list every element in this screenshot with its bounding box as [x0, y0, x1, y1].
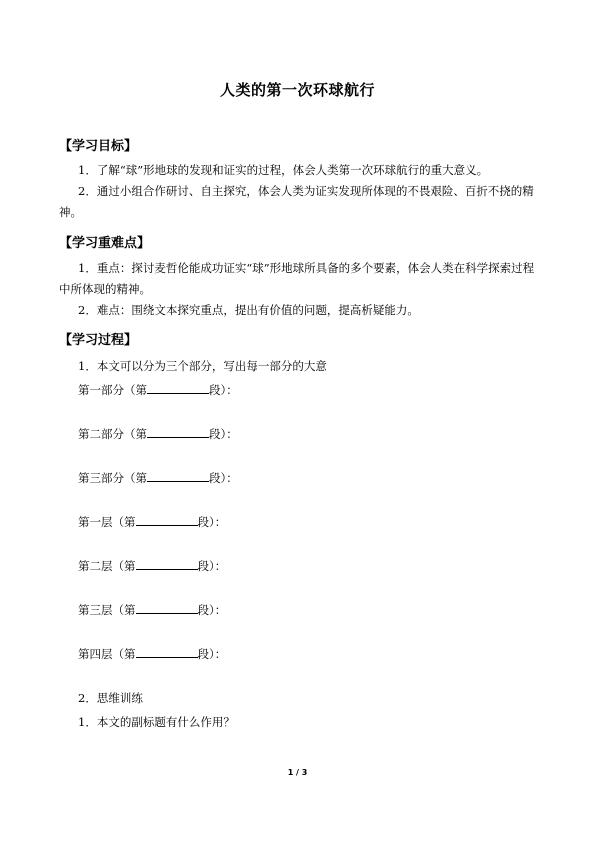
part-line-2 [78, 426, 238, 442]
part-label: 第一层（第 [78, 515, 136, 529]
part-label: 第二层（第 [78, 559, 136, 573]
part-label: 第三部分（第 [78, 471, 147, 485]
part-suffix: 段）： [197, 515, 227, 529]
fill-blank[interactable] [136, 602, 198, 614]
part-suffix: 段）： [197, 647, 227, 661]
part-label: 第二部分（第 [78, 427, 147, 441]
fill-blank[interactable] [147, 470, 209, 482]
layer-line-4 [78, 646, 226, 662]
fill-blank[interactable] [136, 558, 198, 570]
key-point-paragraph-2: 2．难点：围绕文本探究重点，提出有价值的问题，提高析疑能力。 [78, 303, 419, 317]
fill-blank[interactable] [136, 646, 198, 658]
section-heading-process: 【学习过程】 [59, 333, 138, 348]
question-1: 1．本文的副标题有什么作用？ [78, 715, 235, 729]
part-line-1 [78, 382, 238, 398]
part-label: 第四层（第 [78, 647, 136, 661]
key-point-paragraph-1: 1．重点：探讨麦哲伦能成功证实“球”形地球所具备的多个要素，体会人类在科学探索过程中所体现的精神。 [59, 261, 535, 296]
section-heading-goals: 【学习目标】 [59, 139, 138, 154]
part-suffix: 段）： [209, 427, 238, 441]
thinking-training: 2．思维训练 [78, 691, 143, 705]
layer-line-3 [78, 602, 226, 618]
part-label: 第三层（第 [78, 603, 136, 617]
fill-blank[interactable] [147, 426, 209, 438]
layer-line-1 [78, 514, 226, 530]
goal-paragraph-2: 2．通过小组合作研讨、自主探究，体会人类为证实发现所体现的不畏艰险、百折不挠的精神。 [59, 184, 534, 219]
part-suffix: 段）： [197, 559, 227, 573]
part-label: 第一部分（第 [78, 383, 147, 397]
part-suffix: 段）： [209, 471, 238, 485]
page-number: 1 / 3 [287, 768, 308, 777]
section-heading-key-points: 【学习重难点】 [59, 236, 151, 251]
goal-paragraph-1: 1．了解“球”形地球的发现和证实的过程，体会人类第一次环球航行的重大意义。 [78, 163, 489, 177]
part-suffix: 段）： [209, 383, 238, 397]
fill-blank[interactable] [136, 514, 198, 526]
layer-line-2 [78, 558, 226, 574]
part-suffix: 段）： [197, 603, 227, 617]
fill-blank[interactable] [147, 382, 209, 394]
document-title: 人类的第一次环球航行 [219, 81, 375, 99]
part-line-3 [78, 470, 238, 486]
process-intro: 1．本文可以分为三个部分，写出每一部分的大意 [78, 359, 327, 373]
